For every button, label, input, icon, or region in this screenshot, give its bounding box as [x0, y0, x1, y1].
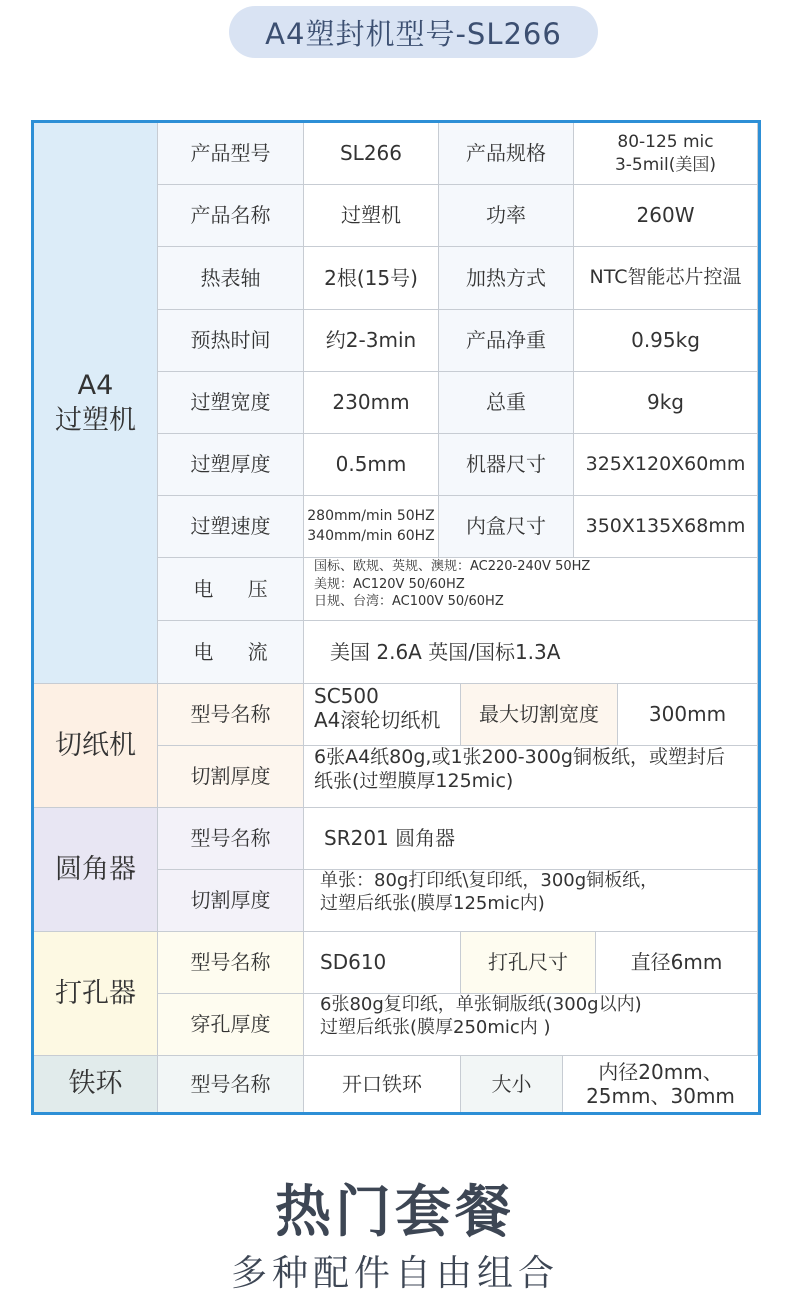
label-gross-weight: 总重 — [439, 372, 574, 434]
label-punch-hole: 打孔尺寸 — [461, 932, 596, 994]
label-preheat: 预热时间 — [158, 310, 304, 372]
value-cutter-model: SC500 A4滚轮切纸机 — [304, 684, 461, 746]
label-box-size: 内盒尺寸 — [439, 496, 574, 558]
label-cutter-model: 型号名称 — [158, 684, 304, 746]
value-name: 过塑机 — [304, 185, 439, 247]
label-cutter-max-width: 最大切割宽度 — [461, 684, 618, 746]
value-current: 美国 2.6A 英国/国标1.3A — [304, 621, 758, 684]
category-corner: 圆角器 — [34, 808, 158, 932]
value-width: 230mm — [304, 372, 439, 434]
value-ring-size: 内径20mm、 25mm、30mm — [586, 1060, 735, 1108]
label-net-weight: 产品净重 — [439, 310, 574, 372]
label-punch-thickness: 穿孔厚度 — [158, 994, 304, 1056]
label-corner-model: 型号名称 — [158, 808, 304, 870]
value-machine-size: 325X120X60mm — [574, 434, 758, 496]
label-name: 产品名称 — [158, 185, 304, 247]
label-corner-thickness: 切割厚度 — [158, 870, 304, 932]
label-voltage: 电 压 — [158, 558, 304, 621]
section-subtitle: 多种配件自由组合 — [230, 1253, 559, 1294]
label-ring-size: 大小 — [461, 1056, 563, 1112]
value-thickness: 0.5mm — [304, 434, 439, 496]
value-spec: 80-125 mic 3-5mil(美国) — [574, 123, 758, 185]
value-cutter-thickness: 6张A4纸80g,或1张200-300g铜板纸，或塑封后 纸张(过塑膜厚125mic) — [304, 746, 758, 808]
value-model: SL266 — [304, 123, 439, 185]
page-title-pill — [229, 6, 598, 58]
value-net-weight: 0.95kg — [574, 310, 758, 372]
label-spec: 产品规格 — [439, 123, 574, 185]
value-power: 260W — [574, 185, 758, 247]
label-ring-model: 型号名称 — [158, 1056, 304, 1112]
category-cutter: 切纸机 — [34, 684, 158, 808]
value-punch-hole: 直径6mm — [596, 932, 758, 994]
value-cutter-max-width: 300mm — [618, 684, 758, 746]
value-preheat: 约2-3min — [304, 310, 439, 372]
label-punch-model: 型号名称 — [158, 932, 304, 994]
value-box-size: 350X135X68mm — [574, 496, 758, 558]
page-title: A4塑封机型号-SL266 — [265, 16, 562, 51]
category-laminator: A4 过塑机 — [34, 123, 158, 684]
value-shaft: 2根(15号) — [304, 247, 439, 310]
value-ring-model: 开口铁环 — [304, 1056, 461, 1112]
label-machine-size: 机器尺寸 — [439, 434, 574, 496]
category-punch: 打孔器 — [34, 932, 158, 1056]
value-punch-thickness: 6张80g复印纸，单张铜版纸(300g以内) 过塑后纸张(膜厚250mic内 ) — [304, 994, 758, 1056]
spec-table — [31, 120, 761, 1115]
label-thickness: 过塑厚度 — [158, 434, 304, 496]
value-gross-weight: 9kg — [574, 372, 758, 434]
value-corner-model: SR201 圆角器 — [304, 808, 758, 870]
value-heat: NTC智能芯片控温 — [574, 247, 758, 310]
category-ring: 铁环 — [34, 1056, 158, 1112]
label-speed: 过塑速度 — [158, 496, 304, 558]
label-width: 过塑宽度 — [158, 372, 304, 434]
value-corner-thickness: 单张：80g打印纸\复印纸，300g铜板纸， 过塑后纸张(膜厚125mic内) — [304, 870, 758, 932]
label-heat: 加热方式 — [439, 247, 574, 310]
section-title: 热门套餐 — [275, 1180, 515, 1245]
label-model: 产品型号 — [158, 123, 304, 185]
label-power: 功率 — [439, 185, 574, 247]
value-voltage: 国标、欧规、英规、澳规：AC220-240V 50HZ 美规：AC120V 50/60HZ 日规、台湾：AC100V 50/60HZ — [304, 558, 758, 621]
label-current: 电 流 — [158, 621, 304, 684]
value-punch-model: SD610 — [304, 932, 461, 994]
label-shaft: 热表轴 — [158, 247, 304, 310]
label-cutter-thickness: 切割厚度 — [158, 746, 304, 808]
value-speed: 280mm/min 50HZ 340mm/min 60HZ — [304, 496, 439, 558]
